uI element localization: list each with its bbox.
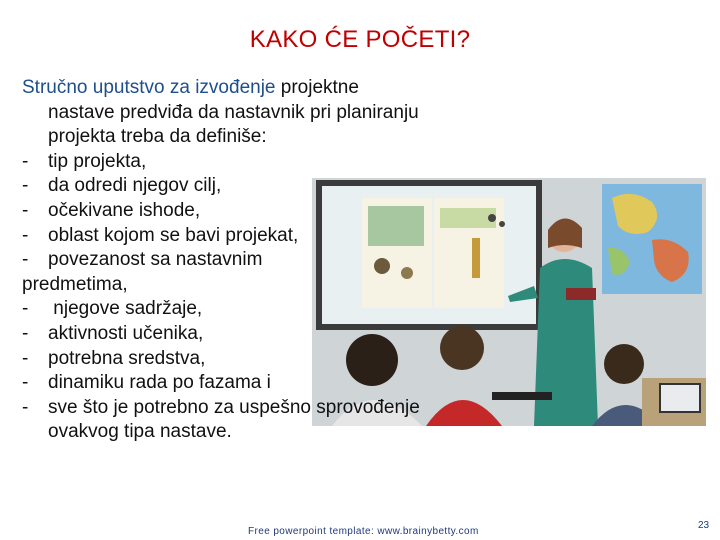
bullet-dash: - bbox=[22, 175, 29, 197]
list-item-text: oblast kojom se bavi projekat, bbox=[48, 224, 299, 246]
list-item bbox=[22, 396, 462, 421]
bullet-dash: - bbox=[22, 298, 29, 320]
intro-line-3: projekta treba da definiše: bbox=[48, 126, 267, 148]
bullet-dash: - bbox=[22, 347, 29, 369]
list-item-text: sve što je potrebno za uspešno sprovođenje bbox=[48, 396, 420, 418]
intro-rest: projektne bbox=[275, 77, 359, 98]
bullet-dash: - bbox=[22, 199, 29, 221]
list-item-text: aktivnosti učenika, bbox=[48, 322, 204, 344]
bullet-dash: - bbox=[22, 224, 29, 246]
list-item bbox=[22, 224, 462, 249]
list-item bbox=[22, 322, 462, 347]
page-number: 23 bbox=[698, 520, 710, 531]
intro-line-2: nastave predviđa da nastavnik pri planiranju bbox=[48, 101, 419, 123]
list-last-line: ovakvog tipa nastave. bbox=[48, 421, 232, 443]
intro-highlight: Stručno uputstvo za izvođenje bbox=[22, 77, 276, 98]
list-continuation: predmetima, bbox=[22, 273, 128, 295]
slide-title: KAKO ĆE POČETI? bbox=[249, 26, 471, 53]
list-item bbox=[22, 174, 462, 199]
list-item bbox=[22, 347, 462, 372]
list-item-text: da odredi njegov cilj, bbox=[48, 175, 222, 197]
list-item bbox=[22, 199, 462, 224]
intro-line-1 bbox=[22, 76, 462, 101]
list-item-text: potrebna sredstva, bbox=[48, 347, 206, 369]
list-item-text: dinamiku rada po fazama i bbox=[48, 372, 271, 394]
list-item bbox=[22, 150, 462, 175]
bullet-dash: - bbox=[22, 249, 29, 271]
list-item-text: očekivane ishode, bbox=[48, 199, 201, 221]
list-item-text: njegove sadržaje, bbox=[48, 298, 203, 320]
list-item-text: povezanost sa nastavnim bbox=[48, 249, 263, 271]
bullet-dash: - bbox=[22, 322, 29, 344]
slide-body bbox=[22, 76, 462, 445]
bullet-dash: - bbox=[22, 372, 29, 394]
footer-credit: Free powerpoint template: www.brainybetty.com bbox=[248, 526, 479, 537]
list-item-text: tip projekta, bbox=[48, 150, 147, 172]
list-item bbox=[22, 297, 462, 322]
bullet-dash: - bbox=[22, 396, 29, 418]
list-item bbox=[22, 371, 462, 396]
bullet-dash: - bbox=[22, 150, 29, 172]
list-item bbox=[22, 248, 462, 273]
